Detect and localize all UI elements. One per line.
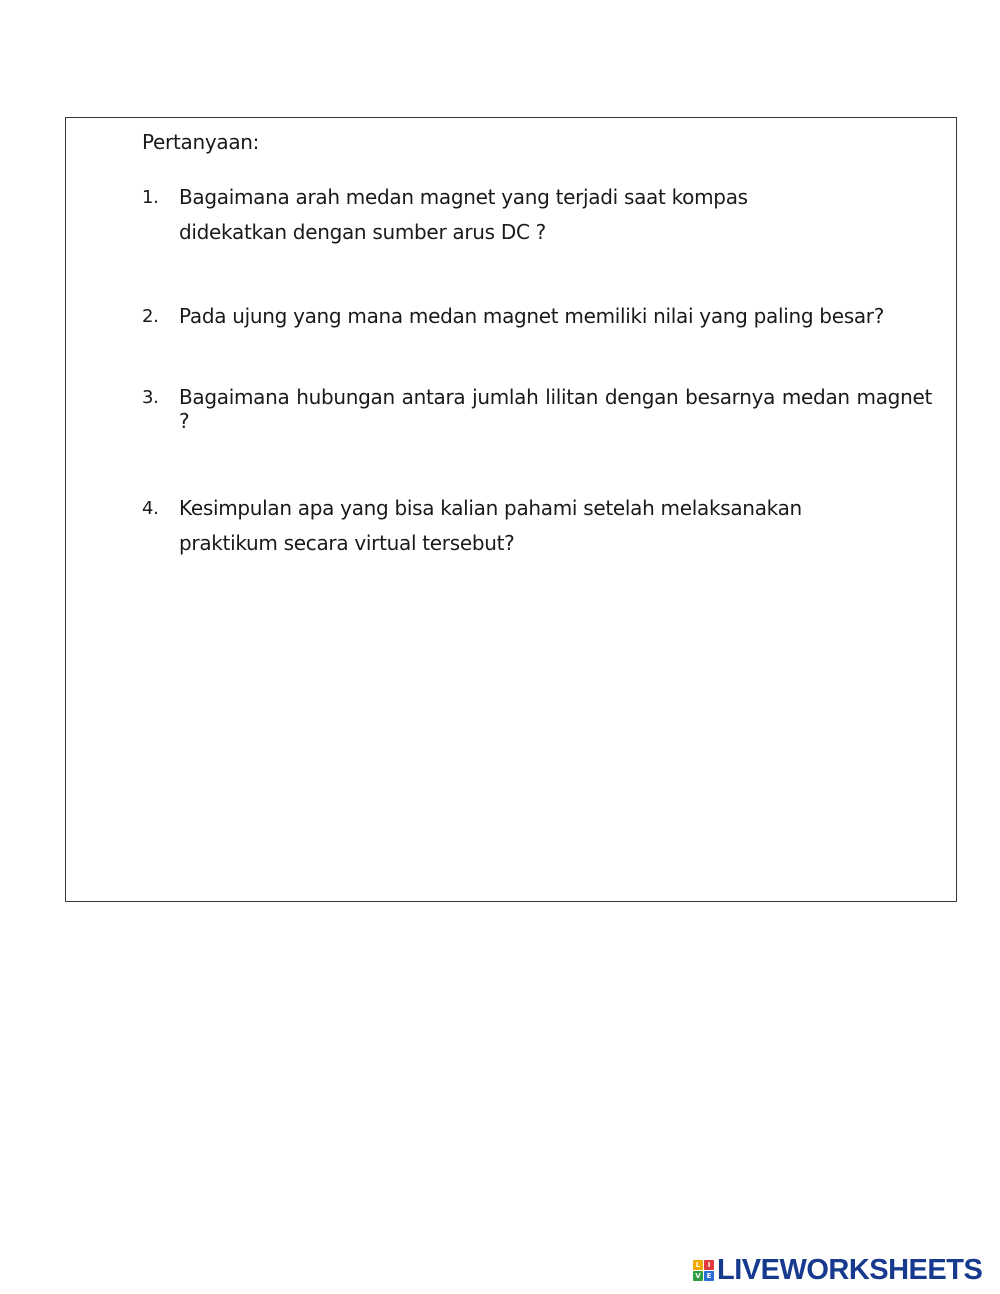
question-text: Pada ujung yang mana medan magnet memiliki nilai yang paling besar? [179, 304, 885, 328]
question-item [142, 299, 932, 334]
question-item [142, 380, 932, 432]
logo-tile: I [704, 1260, 714, 1270]
question-text: Kesimpulan apa yang bisa kalian pahami setelah melaksanakan [179, 496, 802, 520]
question-number: 1. [142, 187, 159, 208]
question-number: 4. [142, 498, 159, 519]
question-text-continued: didekatkan dengan sumber arus DC ? [179, 220, 546, 244]
question-text: Bagaimana hubungan antara jumlah lilitan dengan besarnya medan magnet [179, 385, 932, 409]
logo-tile: L [693, 1260, 703, 1270]
question-text-continued: praktikum secara virtual tersebut? [179, 531, 515, 555]
logo-tile: V [693, 1271, 703, 1281]
question-text-continued: ? [179, 409, 190, 433]
question-number: 3. [142, 387, 159, 408]
liveworksheets-logo [693, 1255, 982, 1285]
question-text: Bagaimana arah medan magnet yang terjadi saat kompas [179, 185, 748, 209]
question-number: 2. [142, 306, 159, 327]
logo-mark-icon [693, 1260, 714, 1281]
logo-wordmark: LIVEWORKSHEETS [717, 1253, 983, 1286]
question-item [142, 180, 932, 250]
section-heading: Pertanyaan: [142, 130, 260, 154]
logo-tile: E [704, 1271, 714, 1281]
question-item [142, 491, 932, 561]
